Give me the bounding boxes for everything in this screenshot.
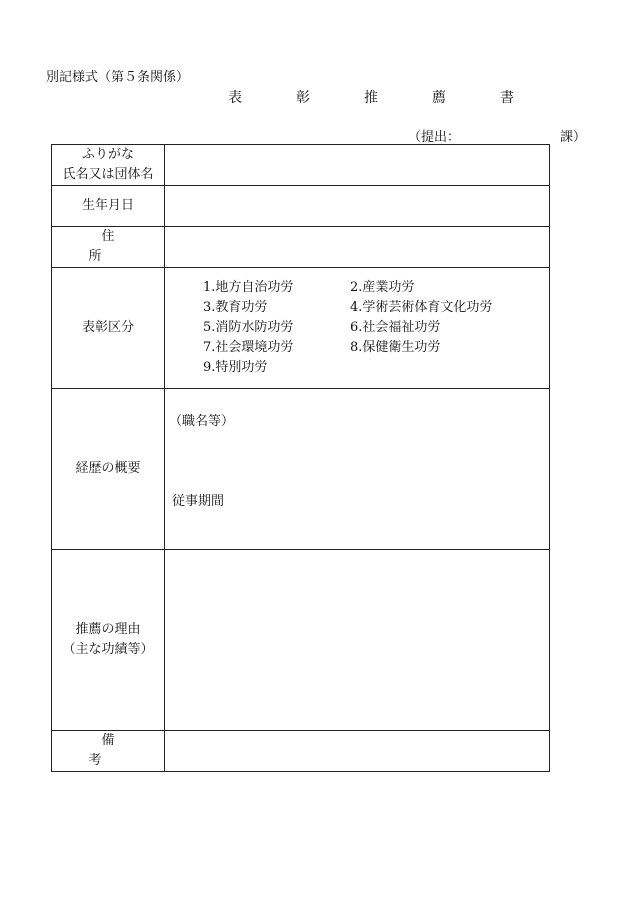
reason-sublabel: （主な功績等） [62, 642, 154, 657]
address-row [52, 227, 550, 268]
service-period-label: 従事期間 [172, 494, 225, 509]
career-label: 経歴の概要 [52, 389, 165, 550]
remarks-label: 備 考 [88, 733, 180, 768]
submission-suffix: 課） [560, 130, 587, 145]
career-field[interactable] [165, 389, 550, 550]
name-label-cell [52, 145, 165, 186]
name-label: 氏名又は団体名 [62, 167, 154, 182]
address-field[interactable] [165, 227, 550, 268]
category-option[interactable]: 7.社会環境功労 [203, 340, 294, 355]
career-row [52, 389, 550, 550]
document-title: 表 彰 推 薦 書 [228, 90, 534, 106]
address-label-cell [52, 227, 180, 268]
birthdate-row [52, 186, 550, 227]
name-field[interactable] [165, 145, 550, 186]
category-option[interactable]: 5.消防水防功労 [203, 320, 294, 335]
category-option[interactable]: 1.地方自治功労 [203, 280, 294, 295]
remarks-field[interactable] [165, 731, 550, 772]
furigana-label: ふりがな [81, 147, 134, 162]
address-label: 住 所 [88, 229, 180, 264]
reason-label: 推薦の理由 [75, 622, 141, 637]
birthdate-label: 生年月日 [52, 186, 165, 227]
birthdate-field[interactable] [165, 186, 550, 227]
position-note: （職名等） [169, 414, 235, 429]
category-option[interactable]: 4.学術芸術体育文化功労 [350, 300, 493, 315]
remarks-label-cell [52, 731, 180, 772]
recommendation-form-table [51, 144, 550, 772]
award-category-label: 表彰区分 [52, 268, 165, 389]
form-reference-label: 別記様式（第５条関係） [46, 70, 190, 85]
award-category-row [52, 268, 550, 389]
reason-field[interactable] [165, 550, 550, 731]
submission-prefix: （提出： [408, 130, 461, 145]
category-option[interactable]: 6.社会福祉功労 [350, 320, 441, 335]
remarks-row [52, 731, 550, 772]
award-category-options [165, 268, 550, 389]
reason-label-cell [52, 550, 165, 731]
name-row [52, 145, 550, 186]
category-option[interactable]: 3.教育功労 [203, 300, 268, 315]
reason-row [52, 550, 550, 731]
category-option[interactable]: 8.保健衛生功労 [350, 340, 441, 355]
category-option[interactable]: 9.特別功労 [203, 360, 268, 375]
category-option[interactable]: 2.産業功労 [350, 280, 415, 295]
